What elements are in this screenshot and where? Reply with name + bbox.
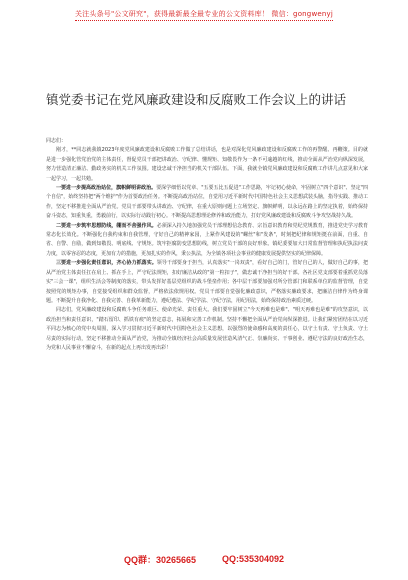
closing-paragraph [46,306,368,353]
section-text-3: 领导干部要身于担当，认真落实"一岗双责"，看好自己的门，管好自己的人，做好自己的事，把从严治党主体责任扛在肩上、抓在手上，严守纪法规矩，扣好廉洁从政的"第一粒扣子"，做忠诚干净担当的好干部。各社区党支部要着重抓党员落实"三会一课"，组织生活会等制度的落实，带头发挥好基层党组织的战斗堡垒作用；各中层干部要加强对所分管部门和联系单位的监督管理，自觉按照党的规矩办事，自觉接受组织和群众监督，严格依法依规用权。党员干部要自觉强化廉政意识，严格落实廉政要求，把廉洁自律作为终身课题。不断提升自我净化、自我完善、自我革新能力，遵纪遵法、学纪学法、守纪守法，用纪用法，始终保持政治素质过硬。 [46,260,368,304]
section-heading-1: 一要进一步提高政治站位，旗帜鲜明讲政治。 [56,185,157,192]
qq-number: QQ:535304092 [222,554,285,564]
banner-text[interactable]: 关注头条号"公文研究"，获得最新最全最专业的公文资料库！ 微信：gongwenyj [75,9,333,21]
section-paragraph-3 [46,259,368,306]
section-heading-2: 二要进一步筑牢思想防线，绷而不舍强作风。 [56,222,157,229]
qq-group: QQ群：30265665 [123,554,196,565]
section-text-2: 必须深入持久地加强党员干部理想信念教育、宗旨意识教育和党纪党规教育，推进党史学习教育常态化长效化。不断强化自我约束和自我管理，守好自己的精神家园，上紧作风建设的"螺丝"和"发条"，时刻把纪律和规矩挺在前面，自重、自省、自警、自励，做到知敬畏、明底线、守规矩。筑牢拒腐防变思想防线，树立党员干部的良好形象。镇纪委要加大日常监督管理和执纪执法问责力度，以零容忍的态度，更加有力的措施，更加扎实的作风，秉公执法，为全镇各项社会事业的健康发展提供坚实的纪律保障。 [46,222,368,257]
document-title: 镇党委书记在党风廉政建设和反腐败工作会议上的讲话 [46,92,347,107]
section-text-1: 要深学细悟以党章、"五要五比五促进"工作思路，牢记初心使命，牢固树立"四个意识"、坚定"四个自信"，始终坚持把"两个维护"作为首要政治任务。不断提高政治站位，自觉用习近平新时代中国特色社会主义思想武装头脑，指导实践、推动工作，坚定不移推进全面从严治党。党员干部要带头讲政治、守纪律，在重大原则问题上立场坚定、旗帜鲜明，以永远在路上的坚定执着，始终保持奋斗姿态，知重负重，勇毅前行，以实际行动践行初心。不断提高思想理论修养和政治能力，打好党风廉政建设和反腐败斗争攻坚战持久战。 [46,185,368,220]
document-body [46,137,368,487]
top-banner [0,0,408,30]
section-paragraph-1 [46,184,368,222]
intro-paragraph: 刚才，**同志就我镇2023年度党风廉政建设和反腐败工作做了总结讲话，也是对深化党风廉政建设和反腐败工作的再警醒、再鞭策。目的就是进一步强化管党治党的主体责任，督促党员干部把讲政治、守纪律、懂规矩、知敬畏作为一条不可逾越的红线，推动全面从严治党向纵深发展，努力营造清正廉洁、勤政务实的机关工作氛围。建设忠诚干净担当的机关干部队伍。下面，我就全镇党风廉政建设和反腐败工作讲几点意见和大家一起学习，一起共勉。 [46,147,368,182]
greeting: 同志们： [46,138,67,144]
section-paragraph-2 [46,222,368,260]
closing-text: 同志们，党风廉政建设和反腐败斗争任务艰巨、使命光荣、责任重大。我们要牢固树立"今天再难也是难"、"明天再难也是难"的攻坚意识，以政治担当和责任意识，"踏石留印、抓铁有痕"的坚定意志，拓展和完善工作机制。坚持不懈把全面从严治党向纵深推进。让我们紧密团结在以习近平同志为核心的党中央周围，深入学习贯彻习近平新时代中国特色社会主义思想，以强烈的使命感和高度的责任心，以守土有责、守土负责、守土尽责的实际行动，坚定不移推动全面从严治党，为推动全镇经济社会高质量发展营造风清气正、崇廉尚实、干事创业、遵纪守法的良好政治生态，为党和人民事业不懈奋斗，在新的起点上再出发再出彩！ [46,307,368,351]
section-heading-3: 三要进一步强化责任意识，齐心协力抓落实。 [56,260,157,267]
footer-contacts [0,549,408,569]
